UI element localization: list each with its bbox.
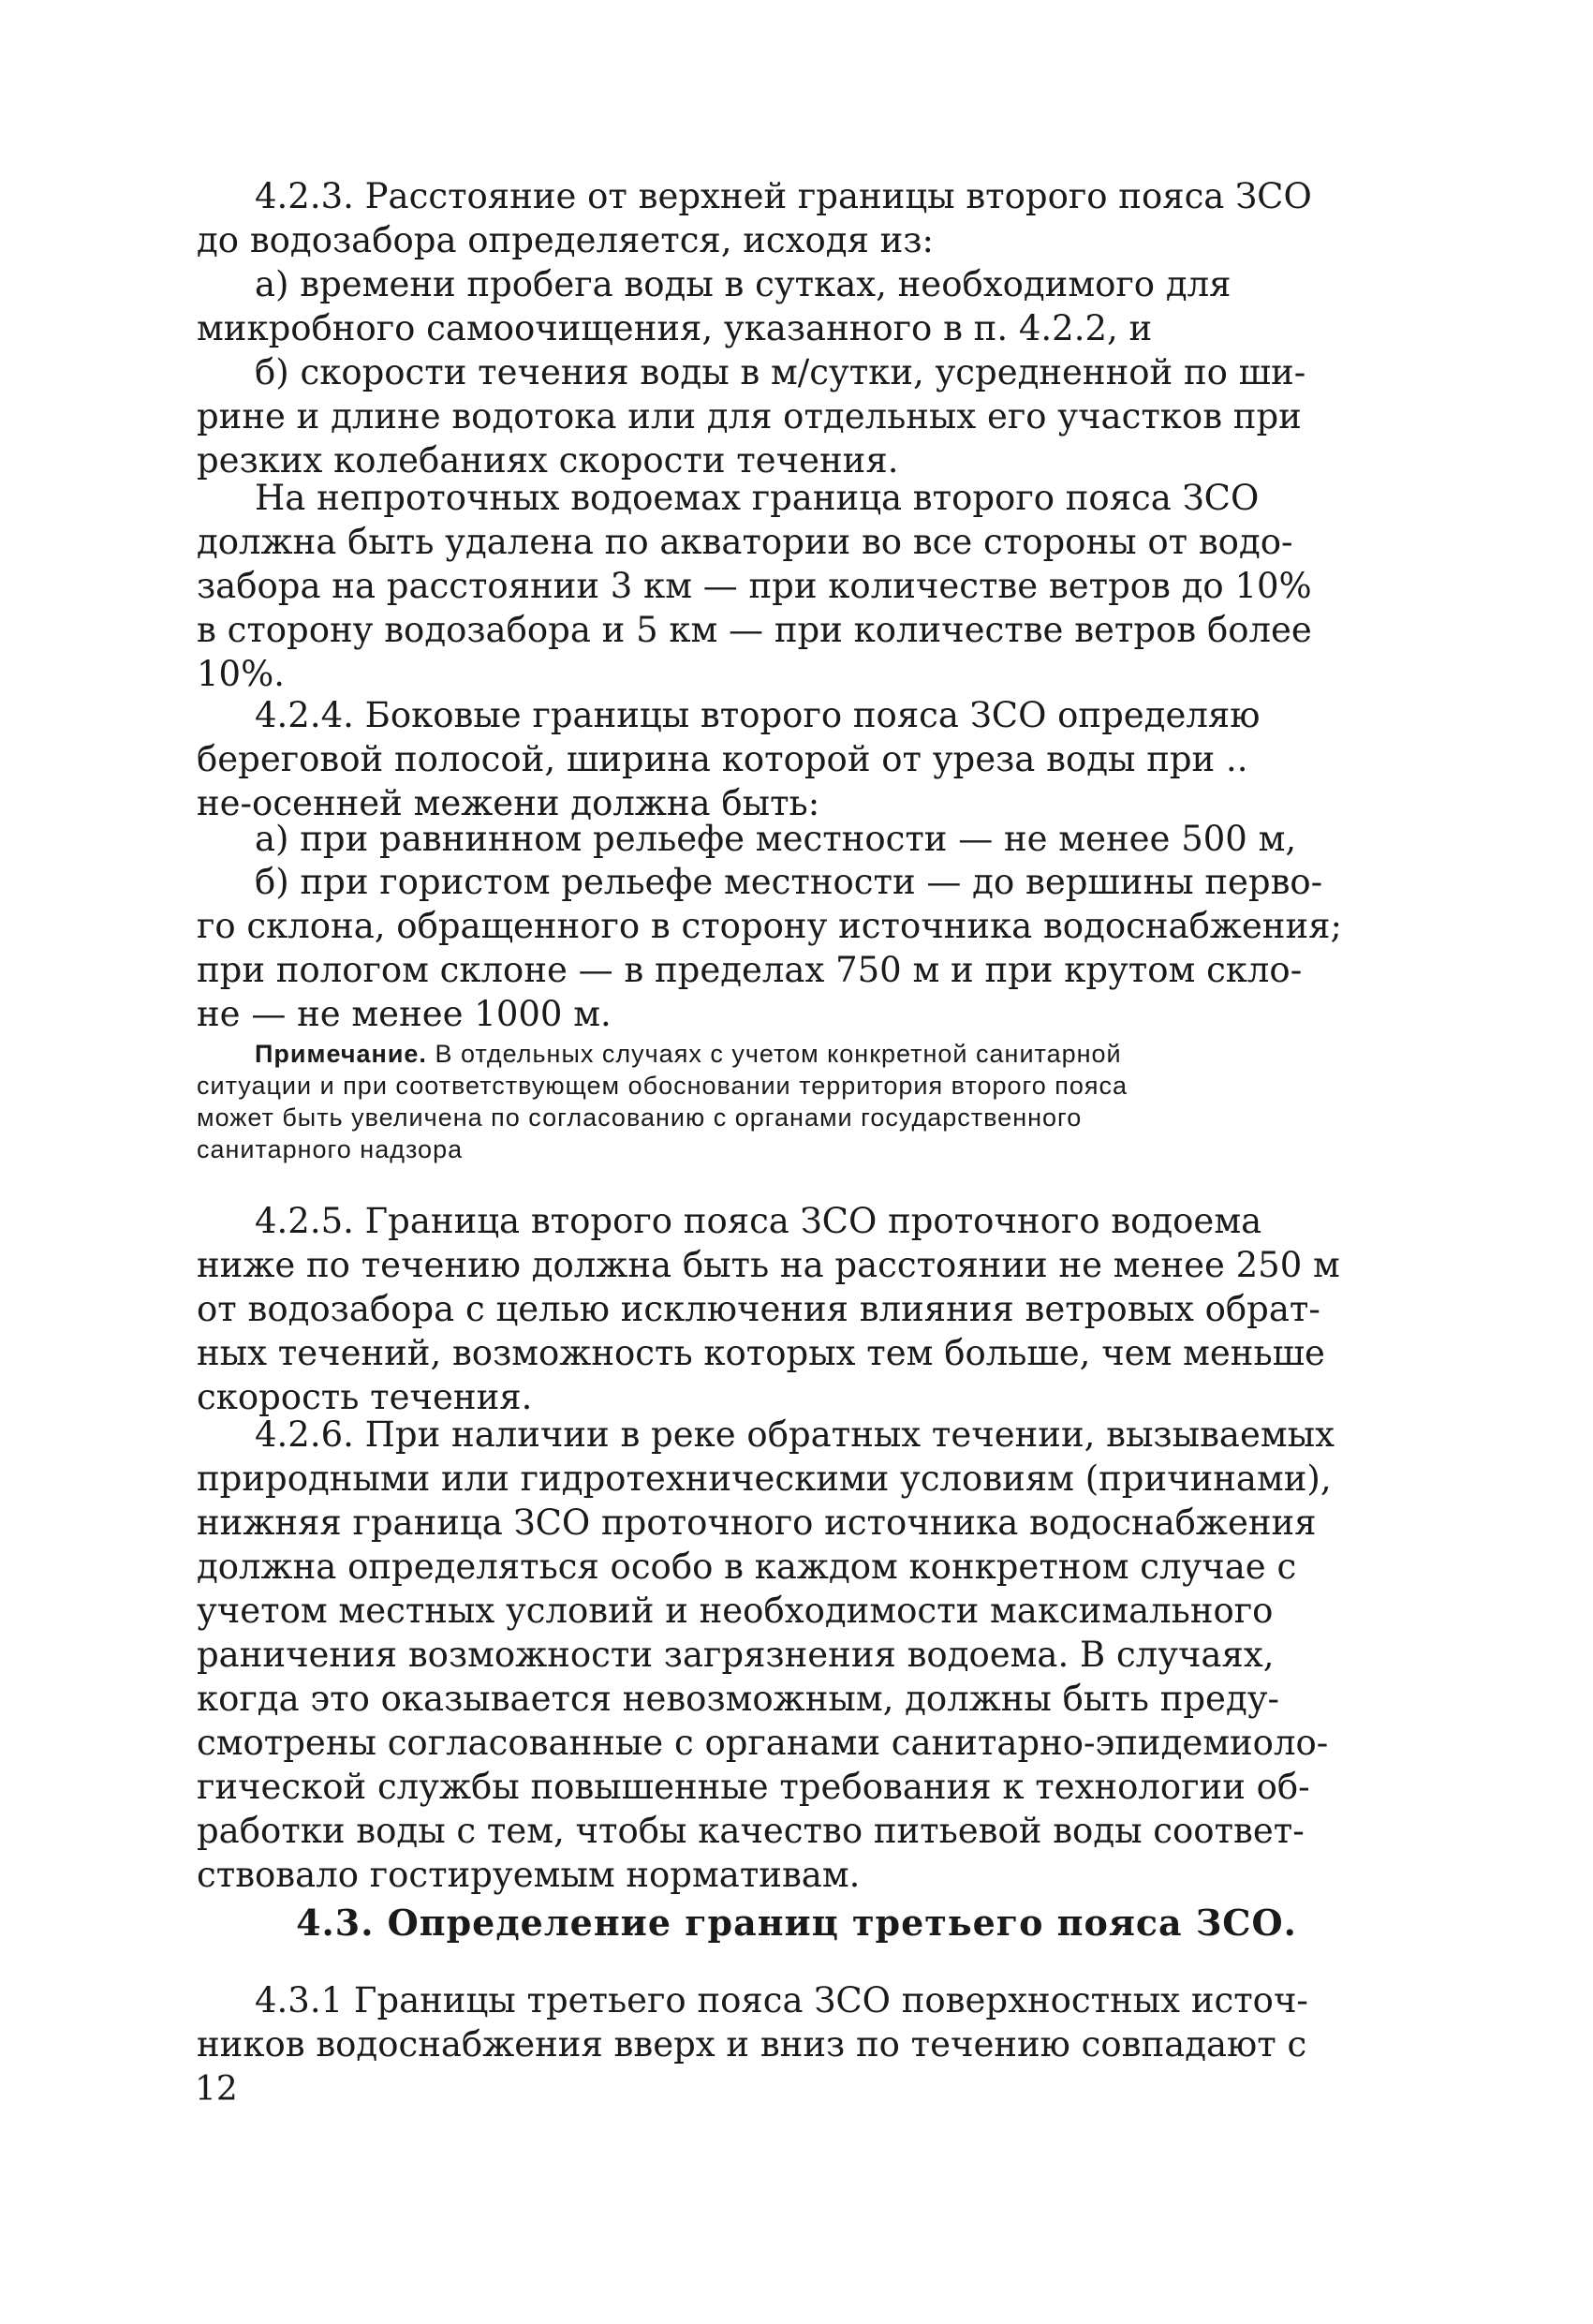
text-line: 4.3.1 Границы третьего пояса ЗСО поверхностных источ-	[255, 1980, 1308, 2021]
paragraph-4-2-4-a	[197, 817, 1405, 861]
text-line: до водозабора определяется, исходя из:	[197, 220, 934, 260]
text-line: В отдельных случаях с учетом конкретной санитарной	[426, 1040, 1122, 1068]
text-line: 4.2.6. При наличии в реке обратных течении, вызываемых	[255, 1414, 1335, 1455]
note-block	[197, 1038, 1405, 1165]
text-line: рине и длине водотока или для отдельных его участков при	[197, 396, 1302, 437]
text-line: учетом местных условий и необходимости максимального	[197, 1591, 1274, 1631]
text-line: не-осенней межени должна быть:	[197, 783, 820, 823]
text-line: 4.2.4. Боковые границы второго пояса ЗСО определяю	[255, 695, 1261, 735]
text-line: ствовало гостируемым нормативам.	[197, 1855, 861, 1895]
paragraph-4-2-4-b	[197, 860, 1405, 1036]
text-line: береговой полосой, ширина которой от уреза воды при ..	[197, 739, 1248, 779]
text-line: санитарного надзора	[197, 1135, 464, 1163]
text-line: ниже по течению должна быть на расстоянии не менее 250 м	[197, 1245, 1340, 1285]
text-line: может быть увеличена по согласованию с органами государственного	[197, 1103, 1083, 1132]
text-line: смотрены согласованные с органами санитарно-эпидемиоло-	[197, 1723, 1329, 1763]
text-line: скорость течения.	[197, 1377, 533, 1417]
text-line: а) при равнинном рельефе местности — не менее 500 м,	[255, 819, 1297, 859]
paragraph-4-2-4	[197, 693, 1405, 825]
text-line: гической службы повышенные требования к технологии об-	[197, 1767, 1310, 1807]
text-line: работки воды с тем, чтобы качество питьевой воды соответ-	[197, 1811, 1305, 1851]
text-line: ников водоснабжения вверх и вниз по течению совпадают с	[197, 2024, 1307, 2065]
text-line: На непроточных водоемах граница второго пояса ЗСО	[255, 478, 1260, 518]
text-line: раничения возможности загрязнения водоема. В случаях,	[197, 1635, 1275, 1675]
text-line: должна быть удалена по акватории во все стороны от водо-	[197, 522, 1293, 562]
paragraph-4-3-1	[197, 1978, 1405, 2066]
text-line: природными или гидротехническими условиям (причинами),	[197, 1458, 1332, 1499]
note-label: Примечание.	[255, 1040, 427, 1068]
text-line: нижняя граница ЗСО проточного источника водоснабжения	[197, 1502, 1317, 1543]
text-line: когда это оказывается невозможным, должны быть преду-	[197, 1679, 1279, 1719]
text-line: ных течений, возможность которых тем больше, чем меньше	[197, 1333, 1325, 1373]
text-line: микробного самоочищения, указанного в п. 4.2.2, и	[197, 308, 1153, 348]
paragraph-4-2-3-a	[197, 262, 1405, 350]
text-line: б) скорости течения воды в м/сутки, усредненной по ши-	[255, 352, 1306, 392]
text-line: го склона, обращенного в сторону источника водоснабжения;	[197, 906, 1342, 946]
text-line: 10%.	[197, 654, 285, 694]
paragraph-4-2-3-b	[197, 350, 1405, 482]
text-line: от водозабора с целью исключения влияния ветровых обрат-	[197, 1289, 1320, 1329]
page-number: 12	[195, 2070, 238, 2109]
section-heading-4-3: 4.3. Определение границ третьего пояса ЗСО.	[296, 1902, 1297, 1944]
text-line: 4.2.3. Расстояние от верхней границы второго пояса ЗСО	[255, 176, 1312, 216]
paragraph-4-2-5	[197, 1199, 1405, 1419]
text-line: в сторону водозабора и 5 км — при количестве ветров более	[197, 610, 1312, 650]
text-line: не — не менее 1000 м.	[197, 994, 612, 1034]
paragraph-4-2-3	[197, 174, 1405, 262]
paragraph-4-2-6	[197, 1413, 1405, 1897]
text-line: 4.2.5. Граница второго пояса ЗСО проточного водоема	[255, 1201, 1262, 1241]
text-line: забора на расстоянии 3 км — при количестве ветров до 10%	[197, 566, 1312, 606]
text-line: б) при гористом рельефе местности — до вершины перво-	[255, 862, 1323, 902]
text-line: должна определяться особо в каждом конкретном случае с	[197, 1547, 1297, 1587]
text-line: ситуации и при соответствующем обосновании территория второго пояса	[197, 1072, 1128, 1100]
text-line: а) времени пробега воды в сутках, необходимого для	[255, 264, 1232, 304]
text-line: резких колебаниях скорости течения.	[197, 440, 899, 481]
paragraph-4-2-3-c	[197, 476, 1405, 696]
text-line: при пологом склоне — в пределах 750 м и при крутом скло-	[197, 950, 1303, 990]
